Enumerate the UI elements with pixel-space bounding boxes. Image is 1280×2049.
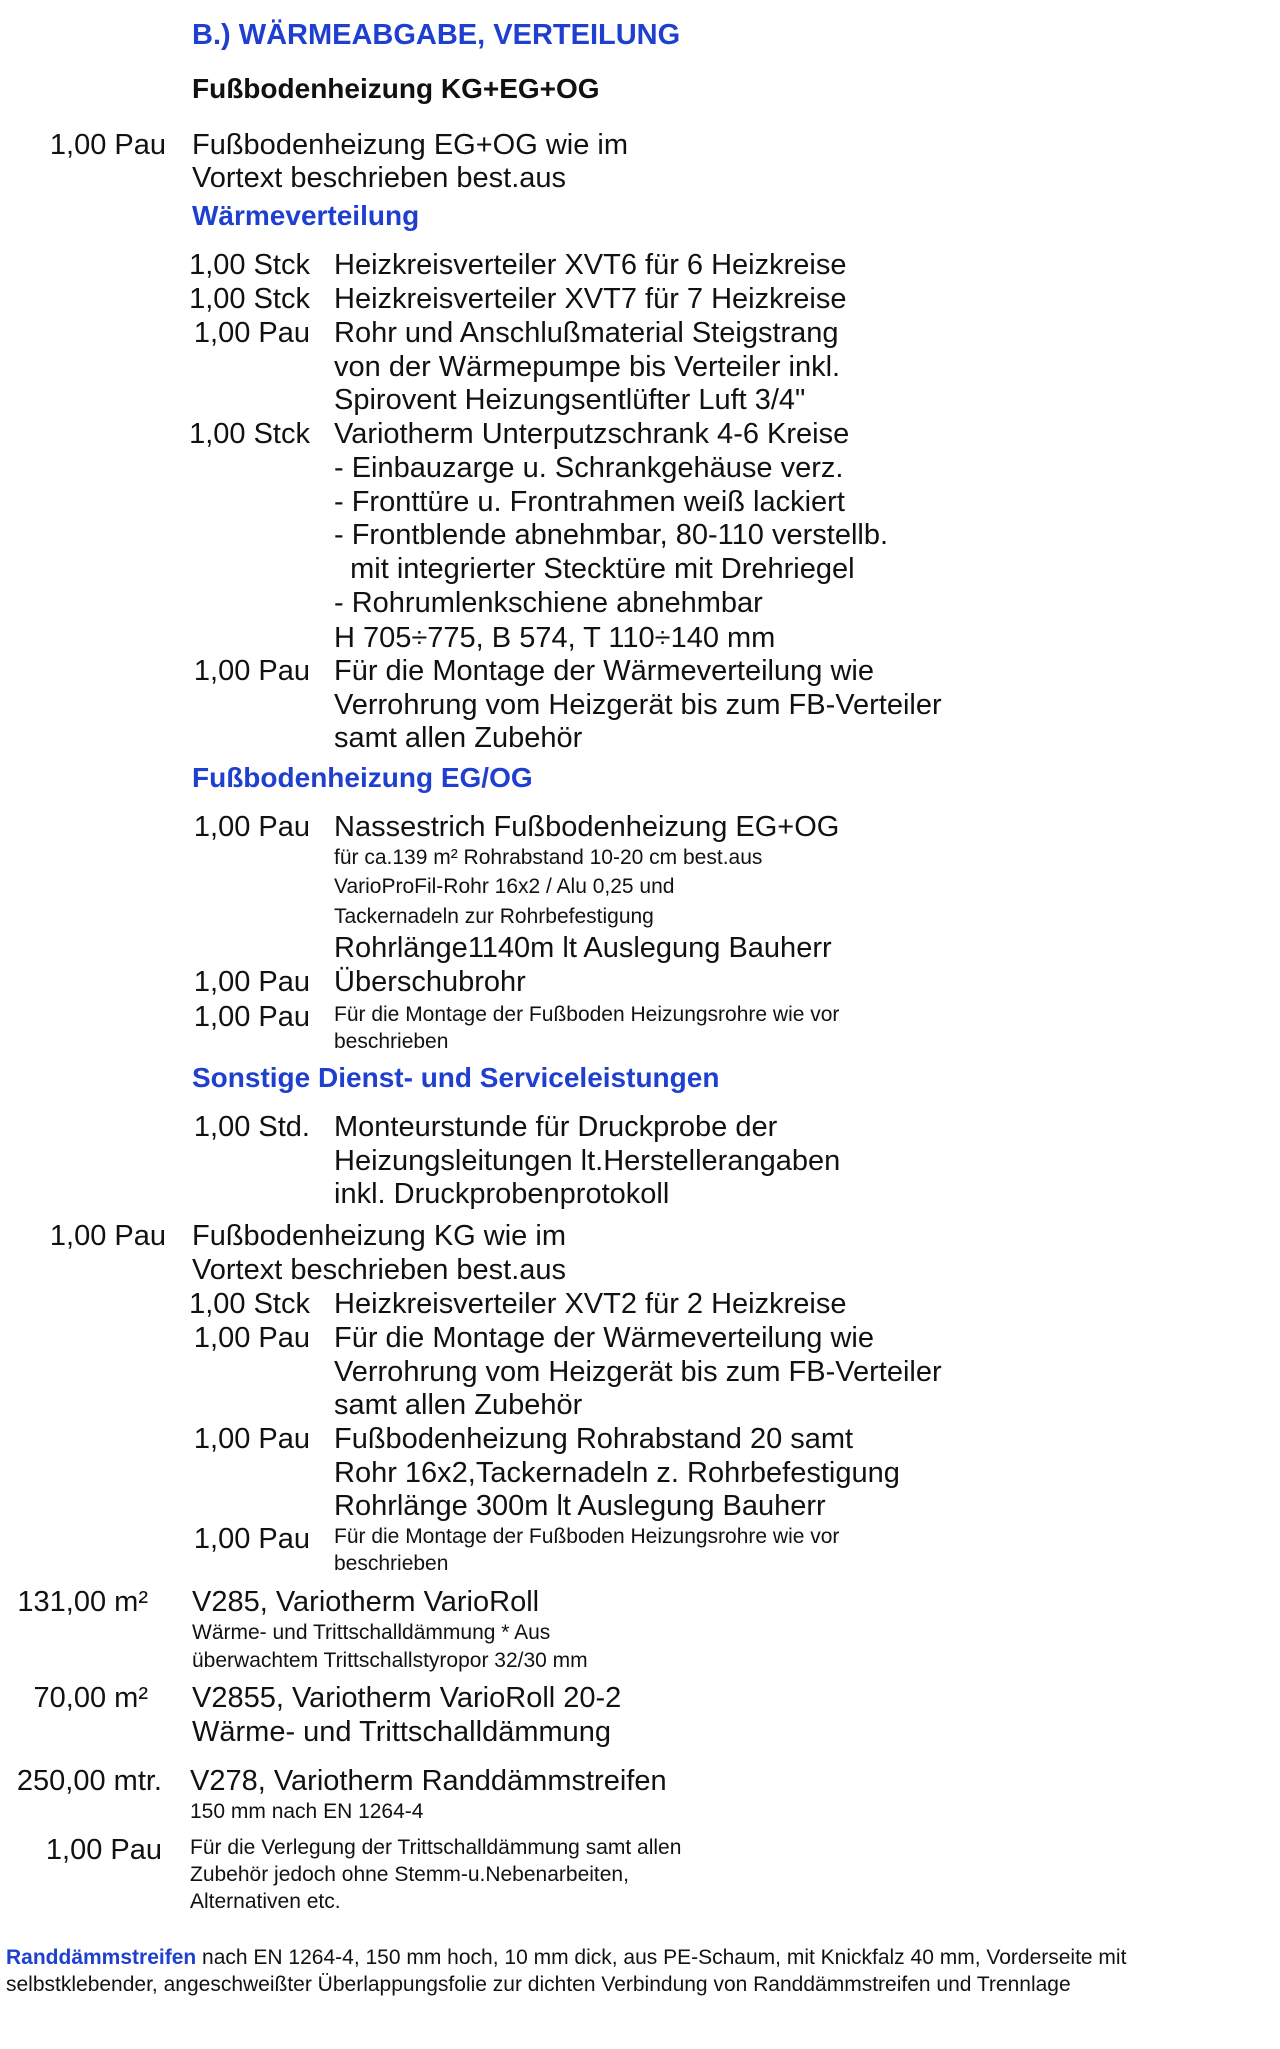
v278-small-text: 150 mm nach EN 1264-4 — [190, 1800, 424, 1823]
position-qty: 1,00 Stck — [189, 418, 310, 450]
position-qty: 1,00 Pau — [193, 1423, 310, 1455]
v2855-text: Wärme- und Trittschalldämmung — [192, 1716, 612, 1748]
position-text: H 705÷775, B 574, T 110÷140 mm — [334, 622, 776, 654]
section-subtitle: Fußbodenheizung KG+EG+OG — [192, 73, 600, 104]
heading-fbh-eg-og: Fußbodenheizung EG/OG — [192, 762, 533, 793]
position-text: Rohr 16x2,Tackernadeln z. Rohrbefestigung — [334, 1457, 900, 1489]
position-text: Heizkreisverteiler XVT2 für 2 Heizkreise — [334, 1288, 847, 1320]
v2855-qty: 70,00 m² — [33, 1682, 148, 1714]
footnote-line — [6, 1947, 1126, 1968]
position-qty: 1,00 Pau — [193, 966, 310, 998]
verlegung-small-text: Alternativen etc. — [190, 1890, 341, 1913]
position-small-text: VarioProFil-Rohr 16x2 / Alu 0,25 und — [334, 875, 675, 898]
position-text: - Rohrumlenkschiene abnehmbar — [334, 587, 763, 619]
position-text: von der Wärmepumpe bis Verteiler inkl. — [334, 351, 841, 383]
position-text: Heizungsleitungen lt.Herstellerangaben — [334, 1145, 841, 1177]
item-kg-line: Vortext beschrieben best.aus — [192, 1254, 567, 1286]
position-text: inkl. Druckprobenprotokoll — [334, 1178, 670, 1210]
position-text: Monteurstunde für Druckprobe der — [334, 1111, 778, 1143]
position-text: Heizkreisverteiler XVT6 für 6 Heizkreise — [334, 249, 847, 281]
position-text: - Frontblende abnehmbar, 80-110 verstellb. — [334, 519, 889, 551]
position-qty: 1,00 Std. — [193, 1111, 310, 1143]
position-qty: 1,00 Pau — [193, 1001, 310, 1033]
position-text: Für die Montage der Wärmeverteilung wie — [334, 655, 874, 687]
v285-small-text: überwachtem Trittschallstyropor 32/30 mm — [192, 1649, 588, 1672]
position-text: Rohrlänge 300m lt Auslegung Bauherr — [334, 1490, 826, 1522]
position-text: - Fronttüre u. Frontrahmen weiß lackiert — [334, 486, 845, 518]
position-small-text: beschrieben — [334, 1552, 449, 1575]
position-text: mit integrierter Stecktüre mit Drehriegel — [334, 553, 855, 585]
position-small-text: beschrieben — [334, 1030, 449, 1053]
position-text: Heizkreisverteiler XVT7 für 7 Heizkreise — [334, 283, 847, 315]
position-qty: 1,00 Pau — [193, 811, 310, 843]
position-text: Nassestrich Fußbodenheizung EG+OG — [334, 811, 840, 843]
item-kg-line: Fußbodenheizung KG wie im — [192, 1220, 566, 1252]
heading-sonstige: Sonstige Dienst- und Serviceleistungen — [192, 1062, 720, 1093]
verlegung-small-text: Zubehör jedoch ohne Stemm-u.Nebenarbeiten, — [190, 1863, 629, 1886]
footnote-line: selbstklebender, angeschweißter Überlappungsfolie zur dichten Verbindung von Randdämmstreifen und Trennlage — [6, 1973, 1071, 1996]
position-text: Überschubrohr — [334, 966, 526, 998]
position-text: Variotherm Unterputzschrank 4-6 Kreise — [334, 418, 850, 450]
heading-waermeverteilung: Wärmeverteilung — [192, 200, 420, 231]
position-qty: 1,00 Pau — [193, 1322, 310, 1354]
v285-qty: 131,00 m² — [17, 1586, 148, 1618]
position-qty: 1,00 Pau — [193, 317, 310, 349]
position-text: Spirovent Heizungsentlüfter Luft 3/4" — [334, 384, 806, 416]
v278-qty: 250,00 mtr. — [16, 1765, 162, 1797]
position-text: Rohr und Anschlußmaterial Steigstrang — [334, 317, 839, 349]
position-qty: 1,00 Pau — [193, 655, 310, 687]
position-text: Fußbodenheizung Rohrabstand 20 samt — [334, 1423, 854, 1455]
position-qty: 1,00 Pau — [193, 1523, 310, 1555]
position-small-text: Für die Montage der Fußboden Heizungsrohre wie vor — [334, 1525, 840, 1548]
footnote-text: nach EN 1264-4, 150 mm hoch, 10 mm dick, aus PE-Schaum, mit Knickfalz 40 mm, Vorderseite mit — [196, 1946, 1127, 1969]
item-eg-og-line: Fußbodenheizung EG+OG wie im — [192, 129, 629, 161]
position-text: Für die Montage der Wärmeverteilung wie — [334, 1322, 874, 1354]
position-text: Verrohrung vom Heizgerät bis zum FB-Verteiler — [334, 689, 942, 721]
position-text: - Einbauzarge u. Schrankgehäuse verz. — [334, 452, 844, 484]
verlegung-small-text: Für die Verlegung der Trittschalldämmung samt allen — [190, 1836, 682, 1859]
section-title: B.) WÄRMEABGABE, VERTEILUNG — [192, 19, 681, 51]
item-eg-og-line: Vortext beschrieben best.aus — [192, 162, 567, 194]
v285-small-text: Wärme- und Trittschalldämmung * Aus — [192, 1621, 551, 1644]
item-eg-og-qty: 1,00 Pau — [49, 129, 166, 161]
position-qty: 1,00 Stck — [189, 1288, 310, 1320]
position-small-text: Für die Montage der Fußboden Heizungsrohre wie vor — [334, 1003, 840, 1026]
footnote-term: Randdämmstreifen — [6, 1946, 197, 1969]
verlegung-qty: 1,00 Pau — [45, 1834, 162, 1866]
v285-text: V285, Variotherm VarioRoll — [192, 1586, 540, 1618]
position-text: samt allen Zubehör — [334, 722, 583, 754]
position-text: Rohrlänge1140m lt Auslegung Bauherr — [334, 932, 832, 964]
position-text: samt allen Zubehör — [334, 1389, 583, 1421]
position-small-text: Tackernadeln zur Rohrbefestigung — [334, 905, 654, 928]
v2855-text: V2855, Variotherm VarioRoll 20-2 — [192, 1682, 622, 1714]
position-qty: 1,00 Stck — [189, 249, 310, 281]
position-text: Verrohrung vom Heizgerät bis zum FB-Verteiler — [334, 1356, 942, 1388]
v278-text: V278, Variotherm Randdämmstreifen — [190, 1765, 667, 1797]
position-small-text: für ca.139 m² Rohrabstand 10-20 cm best.aus — [334, 846, 763, 869]
item-kg-qty: 1,00 Pau — [49, 1220, 166, 1252]
position-qty: 1,00 Stck — [189, 283, 310, 315]
